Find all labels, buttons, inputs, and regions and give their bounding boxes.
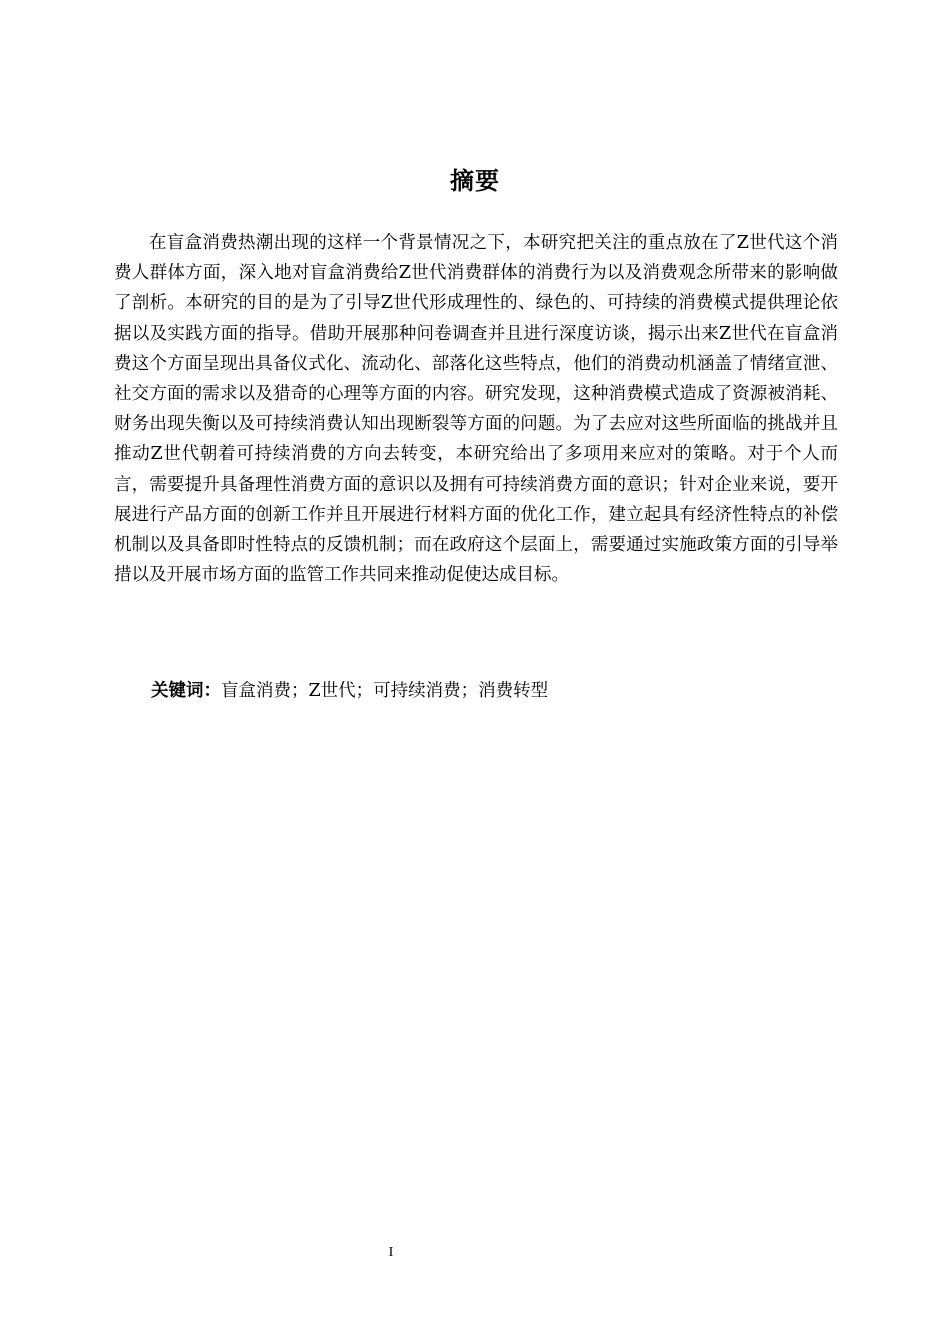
keywords-value: 盲盒消费；Z世代；可持续消费；消费转型 <box>221 681 549 701</box>
page-number: I <box>388 1245 394 1260</box>
keywords-label: 关键词： <box>151 681 221 701</box>
abstract-paragraph: 在盲盒消费热潮出现的这样一个背景情况之下，本研究把关注的重点放在了Z世代这个消费人群体方面，深入地对盲盒消费给Z世代消费群体的消费行为以及消费观念所带来的影响做了剖析。本研究的目的是为了引导Z世代形成理性的、绿色的、可持续的消费模式提供理论依据以及实践方面的指导。借助开展那种问卷调查并且进行深度访谈，揭示出来Z世代在盲盒消费这个方面呈现出具备仪式化、流动化、部落化这些特点，他们的消费动机涵盖了情绪宣泄、社交方面的需求以及猎奇的心理等方面的内容。研究发现，这种消费模式造成了资源被消耗、财务出现失衡以及可持续消费认知出现断裂等方面的问题。为了去应对这些所面临的挑战并且推动Z世代朝着可持续消费的方向去转变，本研究给出了多项用来应对的策略。对于个人而言，需要提升具备理性消费方面的意识以及拥有可持续消费方面的意识；针对企业来说，要开展进行产品方面的创新工作并且开展进行材料方面的优化工作，建立起具有经济性特点的补偿机制以及具备即时性特点的反馈机制；而在政府这个层面上，需要通过实施政策方面的引导举措以及开展市场方面的监管工作共同来推动促使达成目标。 <box>114 233 838 586</box>
abstract-title: 摘要 <box>450 167 500 195</box>
keywords-line <box>151 676 851 706</box>
